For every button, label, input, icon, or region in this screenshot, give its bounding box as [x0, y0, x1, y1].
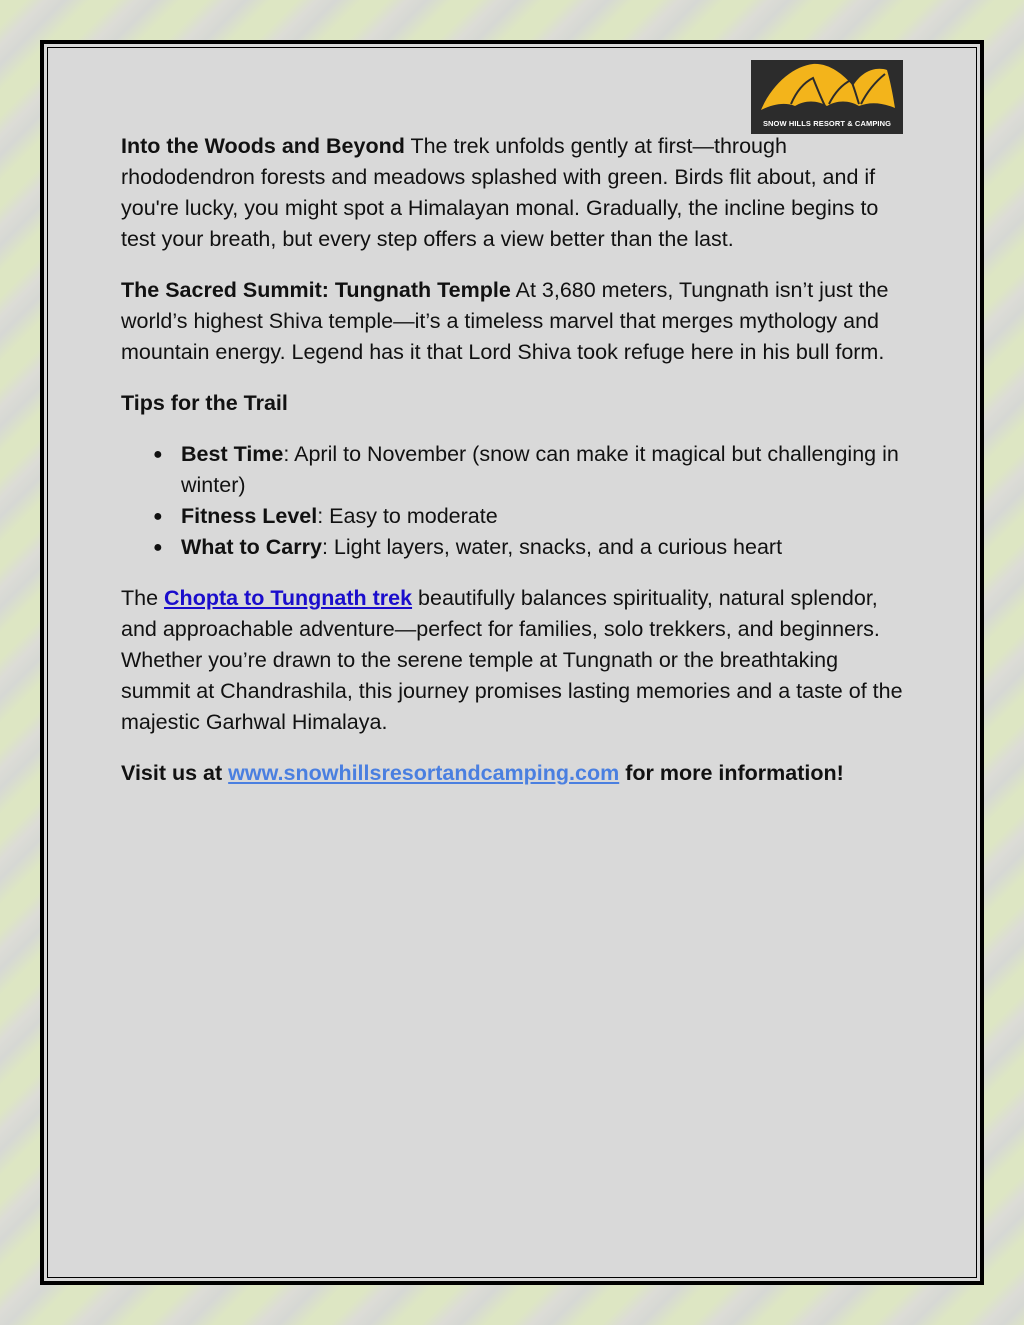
- summit-body: At 3,680 meters, Tungnath isn’t just the world’s highest Shiva temple—it’s a timeless marvel that merges mythology and mountain energy. Legend has it that Lord Shiva took refuge here in his bull form.: [121, 278, 889, 364]
- closing-after-link: beautifully balances spirituality, natural splendor, and approachable adventure—perfect for families, solo trekkers, and beginners. Whether you’re drawn to the serene temple at Tungnath or the breathtaking summit at Chandrashila, this journey promises lasting memories and a taste of the majestic Garhwal Himalaya.: [121, 586, 903, 734]
- tip-label: Fitness Level: [181, 504, 318, 528]
- website-link[interactable]: www.snowhillsresortandcamping.com: [228, 761, 620, 785]
- closing-before-link: The: [121, 586, 165, 610]
- bullet-icon: ●: [153, 446, 163, 463]
- visit-after-link: for more information!: [619, 761, 844, 785]
- woods-paragraph: [121, 131, 911, 255]
- visit-paragraph: [121, 758, 911, 789]
- summit-paragraph: [121, 275, 911, 368]
- resort-logo: [751, 60, 903, 134]
- tips-heading: Tips for the Trail: [121, 391, 288, 415]
- closing-paragraph: [121, 583, 911, 738]
- woods-heading: Into the Woods and Beyond: [121, 134, 405, 158]
- article-content: [121, 131, 911, 809]
- list-item: [153, 439, 911, 501]
- bullet-icon: ●: [153, 508, 163, 525]
- chopta-trek-link[interactable]: Chopta to Tungnath trek: [164, 586, 413, 610]
- woods-body: The trek unfolds gently at first—through rhododendron forests and meadows splashed with green. Birds flit about, and if you're lucky, you might spot a Himalayan monal. Gradually, the incline begins to test your breath, but every step offers a view better than the last.: [121, 134, 879, 251]
- tips-list: [121, 439, 911, 563]
- visit-before-link: Visit us at: [121, 761, 229, 785]
- list-item: [153, 532, 911, 563]
- summit-heading: The Sacred Summit: Tungnath Temple: [121, 278, 511, 302]
- logo-caption: SNOW HILLS RESORT & CAMPING: [762, 119, 892, 128]
- tip-label: Best Time: [181, 442, 284, 466]
- tip-label: What to Carry: [181, 535, 322, 559]
- bullet-icon: ●: [153, 539, 163, 556]
- list-item: [153, 501, 911, 532]
- tip-text: : April to November (snow can make it magical but challenging in winter): [181, 442, 899, 497]
- tip-text: : Light layers, water, snacks, and a curious heart: [321, 535, 783, 559]
- tip-text: : Easy to moderate: [317, 504, 498, 528]
